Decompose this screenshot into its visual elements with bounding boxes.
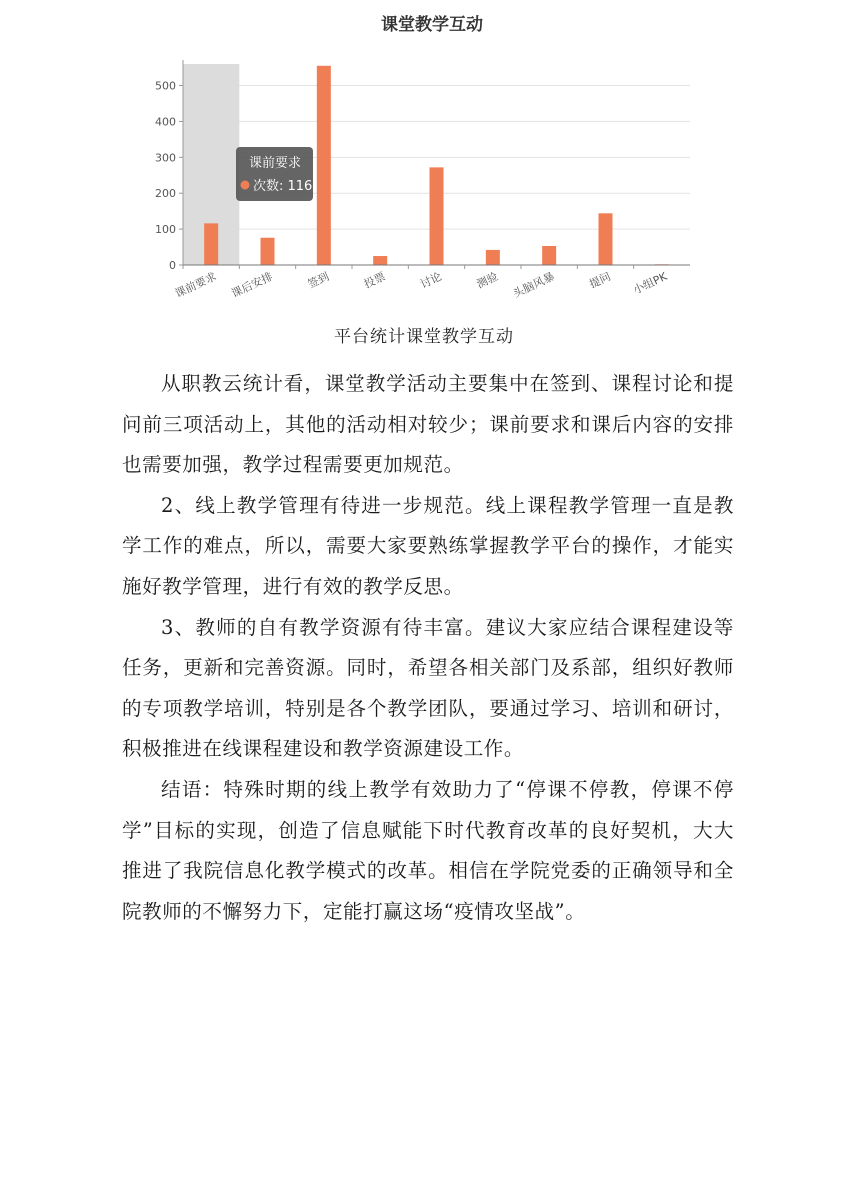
y-tick-label: 100 xyxy=(155,223,176,237)
x-category-label: 课前要求 xyxy=(173,269,219,301)
x-category-label: 讨论 xyxy=(418,269,444,292)
y-tick-label: 0 xyxy=(169,259,176,272)
chart-title: 课堂教学互动 xyxy=(381,15,483,35)
bar-2[interactable] xyxy=(261,238,275,265)
tooltip-title: 课前要求 xyxy=(249,156,302,171)
x-category-label: 提问 xyxy=(587,269,613,292)
figure-caption: 平台统计课堂教学互动 xyxy=(334,327,514,347)
y-tick-label: 400 xyxy=(155,115,176,129)
chart-tooltip xyxy=(236,147,313,201)
paragraph-1: 从职教云统计看，课堂教学活动主要集中在签到、课程讨论和提问前三项活动上，其他的活动相对较少；课前要求和课后内容的安排也需要加强，教学过程需要更加规范。 xyxy=(122,372,734,477)
paragraph-4: 结语：特殊时期的线上教学有效助力了“停课不停教，停课不停学”目标的实现，创造了信息赋能下时代教育改革的良好契机，大大推进了我院信息化教学模式的改革。相信在学院党委的正确领导和全院教师的不懈努力下，定能打赢这场“疫情攻坚战”。 xyxy=(122,777,734,923)
x-category-label: 测验 xyxy=(474,269,501,292)
paragraph-3: 3、教师的自有教学资源有待丰富。建议大家应结合课程建设等任务，更新和完善资源。同时，希望各相关部门及系部，组织好教师的专项教学培训，特别是各个教学团队，要通过学习、培训和研讨，积极推进在线课程建设和教学资源建设工作。 xyxy=(122,615,734,761)
bar-1[interactable] xyxy=(204,223,218,265)
x-category-label: 小组PK xyxy=(631,269,670,297)
bar-8[interactable] xyxy=(599,213,613,265)
bar-6[interactable] xyxy=(486,250,500,265)
x-category-label: 课后安排 xyxy=(229,269,275,301)
y-tick-label: 200 xyxy=(155,187,176,201)
chart-canvas xyxy=(140,8,710,308)
paragraph-2: 2、线上教学管理有待进一步规范。线上课程教学管理一直是教学工作的难点，所以，需要大家要熟练掌握教学平台的操作，才能实施好教学管理，进行有效的教学反思。 xyxy=(122,493,734,598)
x-category-label: 投票 xyxy=(362,269,388,292)
tooltip-marker-icon xyxy=(241,181,250,190)
body-text xyxy=(122,364,734,932)
tooltip-value: 次数: 116 xyxy=(253,179,313,194)
y-tick-label: 500 xyxy=(155,79,176,93)
bar-4[interactable] xyxy=(373,256,387,265)
y-tick-label: 300 xyxy=(155,151,176,165)
bar-chart xyxy=(140,8,710,308)
bar-5[interactable] xyxy=(430,167,444,265)
bar-7[interactable] xyxy=(542,246,556,265)
x-category-label: 头脑风暴 xyxy=(511,269,557,301)
x-category-label: 签到 xyxy=(305,269,332,292)
bar-3[interactable] xyxy=(317,66,331,265)
